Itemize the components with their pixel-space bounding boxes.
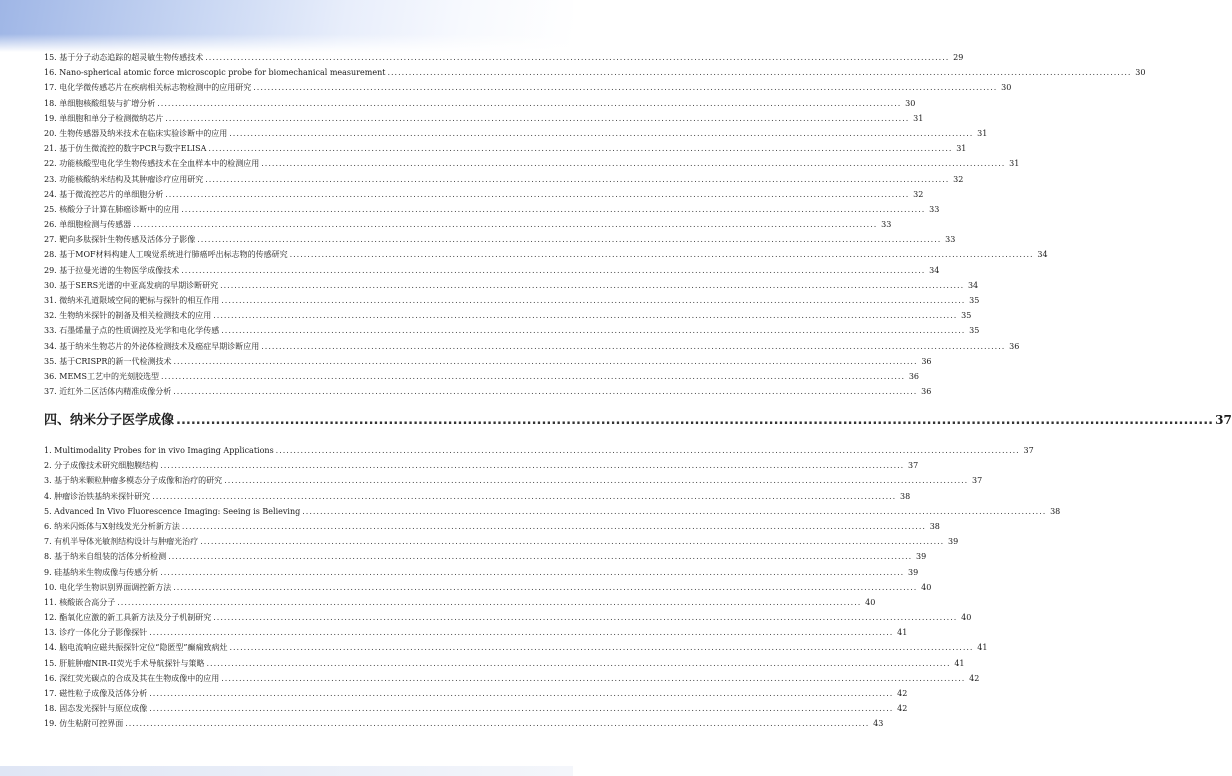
toc-entry-title: 8. 基于纳米自组装的活体分析检测 (44, 552, 167, 562)
dot-leader (221, 671, 965, 686)
dot-leader (133, 217, 877, 232)
toc-entry-title: 27. 靶向多肽探针生物传感及活体分子影像 (44, 235, 196, 245)
toc-entry[interactable] (44, 656, 965, 671)
dot-leader (229, 126, 973, 141)
toc-entry[interactable] (44, 640, 988, 655)
toc-entry-page: 36 (921, 387, 932, 397)
dot-leader (149, 625, 893, 640)
toc-entry-page: 41 (954, 658, 965, 668)
toc-entry-page: 37 (908, 461, 919, 471)
toc-entry-page: 31 (1009, 159, 1020, 169)
toc-entry-title: 37. 近红外二区活体内精准成像分析 (44, 387, 172, 397)
toc-entry-page: 40 (921, 582, 932, 592)
toc-entry-title: 15. 肝脏肿瘤NIR-II荧光手术导航探针与策略 (44, 658, 205, 668)
dot-leader (173, 384, 917, 399)
toc-entry-page: 34 (967, 280, 979, 290)
dot-leader (290, 247, 1034, 262)
dot-leader (181, 202, 925, 217)
toc-entry-title: 6. 纳米闪烁体与X射线发光分析新方法 (44, 521, 180, 531)
toc-entry-title: 25. 核酸分子计算在肺癌诊断中的应用 (44, 204, 180, 214)
toc-entry[interactable] (44, 278, 979, 293)
dot-leader (173, 580, 917, 595)
header-gradient-band (0, 0, 573, 52)
toc-entry-title: 19. 单细胞和单分子检测微纳芯片 (44, 113, 164, 123)
dot-leader (152, 489, 896, 504)
toc-entry[interactable] (44, 534, 959, 549)
toc-entry[interactable] (44, 323, 980, 338)
toc-entry-page: 42 (969, 673, 980, 683)
dot-leader (253, 80, 997, 95)
dot-leader (387, 65, 1131, 80)
toc-entry-page: 37 (1023, 446, 1034, 455)
toc-entry-title: 20. 生物传感器及纳米技术在临床实验诊断中的应用 (44, 128, 228, 138)
dot-leader (161, 369, 905, 384)
toc-entry[interactable] (44, 263, 940, 278)
toc-entry-title: 17. 磁性粒子成像及活体分析 (44, 689, 148, 698)
dot-leader (200, 534, 944, 549)
dot-leader (220, 278, 964, 293)
dot-leader (208, 141, 952, 156)
dot-leader (276, 443, 1020, 458)
toc-entry-page: 40 (961, 613, 972, 623)
dot-leader (205, 172, 949, 187)
toc-entry-title: 34. 基于纳米生物芯片的外泌体检测技术及癌症早期诊断应用 (44, 341, 260, 351)
toc-entry[interactable] (44, 217, 892, 232)
toc-entry[interactable] (44, 384, 932, 399)
toc-entry-title: 16. 深红荧光碳点的合成及其在生物成像中的应用 (44, 673, 220, 683)
toc-entry[interactable] (44, 111, 924, 126)
toc-entry-title: 28. 基于MOF材料构建人工嗅觉系统进行肺癌呼出标志物的传感研究 (44, 250, 288, 260)
toc-entry[interactable] (44, 519, 940, 534)
toc-entry-page: 40 (865, 597, 876, 607)
toc-entry-title: 3. 基于纳米颗粒肿瘤多模态分子成像和治疗的研究 (44, 476, 223, 486)
toc-entry[interactable] (44, 50, 964, 65)
toc-entry-page: 37 (972, 476, 983, 486)
dot-leader (149, 686, 893, 701)
toc-entry-title: 19. 仿生粘附可控界面 (44, 719, 124, 729)
toc-entry-page: 43 (873, 719, 884, 729)
toc-entry[interactable] (44, 458, 919, 473)
toc-entry[interactable] (44, 247, 1048, 262)
toc-entry[interactable] (44, 354, 932, 369)
dot-leader (213, 308, 957, 323)
toc-entry-page: 32 (953, 174, 964, 184)
toc-entry[interactable] (44, 686, 908, 701)
toc-entry-page: 35 (969, 296, 980, 305)
toc-entry-title: 33. 石墨烯量子点的性质调控及光学和电化学传感 (44, 326, 220, 336)
toc-entry-page: 42 (897, 704, 908, 714)
toc-entry[interactable] (44, 187, 924, 202)
toc-entry[interactable] (44, 293, 980, 308)
toc-entry-page: 30 (1001, 83, 1012, 93)
dot-leader (176, 411, 1213, 431)
toc-entry[interactable] (44, 172, 964, 187)
toc-entry-page: 39 (908, 567, 919, 577)
toc-entry[interactable] (44, 339, 1020, 354)
toc-entry-page: 34 (929, 265, 940, 275)
toc-entry[interactable] (44, 625, 908, 640)
toc-entry-page: 31 (913, 113, 924, 123)
toc-entry-title: 31. 微纳米孔道限域空间的靶标与探针的相互作用 (44, 296, 220, 305)
dot-leader (160, 458, 904, 473)
toc-entry[interactable] (44, 308, 972, 323)
dot-leader (221, 293, 965, 308)
toc-entry-page: 36 (921, 356, 932, 366)
section-heading-page: 37 (1215, 413, 1232, 427)
toc-entry-title: 4. 肿瘤诊治铁基纳米探针研究 (44, 491, 151, 501)
toc-entry-title: 24. 基于微流控芯片的单细胞分析 (44, 189, 164, 199)
toc-entry-title: 15. 基于分子动态追踪的超灵敏生物传感技术 (44, 53, 204, 62)
dot-leader (168, 549, 912, 564)
toc-entry-title: 10. 电化学生物识别界面调控新方法 (44, 582, 172, 592)
toc-entry-title: 13. 诊疗一体化分子影像探针 (44, 628, 148, 638)
dot-leader (125, 716, 869, 731)
toc-entry-title: 11. 核酸嵌合高分子 (44, 597, 116, 607)
toc-entry[interactable] (44, 716, 884, 731)
toc-entry-title: 18. 单细胞核酸组装与扩增分析 (44, 98, 156, 108)
toc-entry[interactable] (44, 489, 911, 504)
toc-entry-title: 29. 基于拉曼光谱的生物医学成像技术 (44, 265, 180, 275)
toc-entry-title: 35. 基于CRISPR的新一代检测技术 (44, 356, 172, 366)
dot-leader (261, 156, 1005, 171)
dot-leader (165, 111, 909, 126)
toc-entry-page: 39 (948, 537, 959, 547)
dot-leader (182, 519, 926, 534)
dot-leader (221, 323, 965, 338)
dot-leader (261, 339, 1005, 354)
toc-entry-title: 2. 分子成像技术研究细胞膜结构 (44, 461, 159, 471)
toc-entry-page: 36 (1009, 341, 1020, 351)
toc-entry-title: 30. 基于SERS光谱的中亚高发病的早期诊断研究 (44, 280, 219, 290)
dot-leader (160, 565, 904, 580)
toc-entry[interactable] (44, 473, 983, 488)
toc-section-4-list (44, 443, 1061, 732)
toc-entry-page: 31 (956, 144, 967, 154)
dot-leader (213, 610, 957, 625)
toc-entry[interactable] (44, 369, 919, 384)
toc-entry[interactable] (44, 80, 1012, 95)
toc-entry-page: 39 (916, 552, 927, 562)
toc-entry-title: 12. 酯氧化应激的新工具新方法及分子机制研究 (44, 613, 212, 623)
toc-entry[interactable] (44, 96, 916, 111)
toc-entry[interactable] (44, 65, 1146, 80)
dot-leader (229, 640, 973, 655)
toc-entry-page: 35 (969, 326, 980, 336)
toc-entry-page: 41 (897, 628, 908, 638)
toc-entry-page: 30 (905, 98, 916, 108)
toc-entry-page: 32 (913, 189, 924, 199)
toc-entry-page: 38 (929, 521, 940, 531)
toc-entry[interactable] (44, 443, 1034, 458)
toc-entry-title: 9. 硅基纳米生物成像与传感分析 (44, 567, 159, 577)
toc-entry-title: 23. 功能核酸纳米结构及其肿瘤诊疗应用研究 (44, 174, 204, 184)
toc-entry-page: 41 (977, 643, 988, 653)
toc-entry-title: 1. Multimodality Probes for in vivo Imaging Applications (44, 446, 274, 455)
toc-entry[interactable] (44, 580, 932, 595)
toc-entry[interactable] (44, 549, 927, 564)
toc-entry-page: 33 (945, 235, 956, 245)
toc-entry-title: 18. 固态发光探针与原位成像 (44, 704, 148, 714)
toc-entry-page: 34 (1037, 250, 1048, 260)
toc-entry-title: 22. 功能核酸型电化学生物传感技术在全血样本中的检测应用 (44, 159, 260, 169)
toc-entry[interactable] (44, 156, 1020, 171)
toc-entry[interactable] (44, 141, 967, 156)
toc-entry[interactable] (44, 671, 980, 686)
toc-entry-title: 36. MEMS工艺中的光刻胶选型 (44, 371, 159, 381)
toc-entry-page: 36 (908, 371, 919, 381)
dot-leader (302, 504, 1046, 519)
toc-entry-page: 33 (881, 220, 892, 230)
toc-entry[interactable] (44, 232, 956, 247)
dot-leader (149, 701, 893, 716)
toc-entry[interactable] (44, 565, 919, 580)
toc-entry-title: 5. Advanced In Vivo Fluorescence Imaging: Seeing is Believing (44, 506, 301, 516)
dot-leader (117, 595, 861, 610)
toc-entry-page: 42 (897, 689, 908, 698)
toc-entry-page: 31 (977, 128, 988, 138)
footer-band (0, 766, 573, 776)
dot-leader (205, 50, 949, 65)
toc-section-heading[interactable] (44, 410, 1232, 431)
toc-entry-title: 26. 单细胞检测与传感器 (44, 220, 132, 230)
toc-entry[interactable] (44, 595, 876, 610)
dot-leader (224, 473, 968, 488)
dot-leader (206, 656, 950, 671)
toc-entry-title: 14. 脑电流响应磁共振探针定位“隐匿型”癫痫致病灶 (44, 643, 228, 653)
toc-entry-title: 32. 生物纳米探针的制备及相关检测技术的应用 (44, 311, 212, 321)
toc-section-3-list (44, 50, 1146, 399)
toc-entry-page: 29 (953, 53, 964, 62)
toc-entry[interactable] (44, 610, 972, 625)
toc-entry[interactable] (44, 126, 988, 141)
toc-entry[interactable] (44, 504, 1061, 519)
dot-leader (165, 187, 909, 202)
toc-entry-title: 21. 基于仿生微流控的数字PCR与数字ELISA (44, 144, 207, 154)
dot-leader (181, 263, 925, 278)
dot-leader (197, 232, 941, 247)
toc-entry-page: 33 (929, 204, 940, 214)
toc-entry-title: 17. 电化学微传感芯片在疾病相关标志物检测中的应用研究 (44, 83, 252, 93)
toc-entry-title: 16. Nano-spherical atomic force microscopic probe for biomechanical measurement (44, 68, 386, 78)
toc-entry[interactable] (44, 701, 908, 716)
toc-entry-title: 7. 有机半导体光敏剂结构设计与肿瘤光治疗 (44, 537, 199, 547)
dot-leader (173, 354, 917, 369)
dot-leader (157, 96, 901, 111)
toc-entry-page: 35 (961, 311, 972, 321)
section-heading-title: 四、纳米分子医学成像 (44, 413, 175, 428)
toc-entry[interactable] (44, 202, 940, 217)
toc-entry-page: 38 (900, 491, 911, 501)
toc-entry-page: 38 (1050, 506, 1061, 516)
toc-entry-page: 30 (1135, 68, 1146, 78)
